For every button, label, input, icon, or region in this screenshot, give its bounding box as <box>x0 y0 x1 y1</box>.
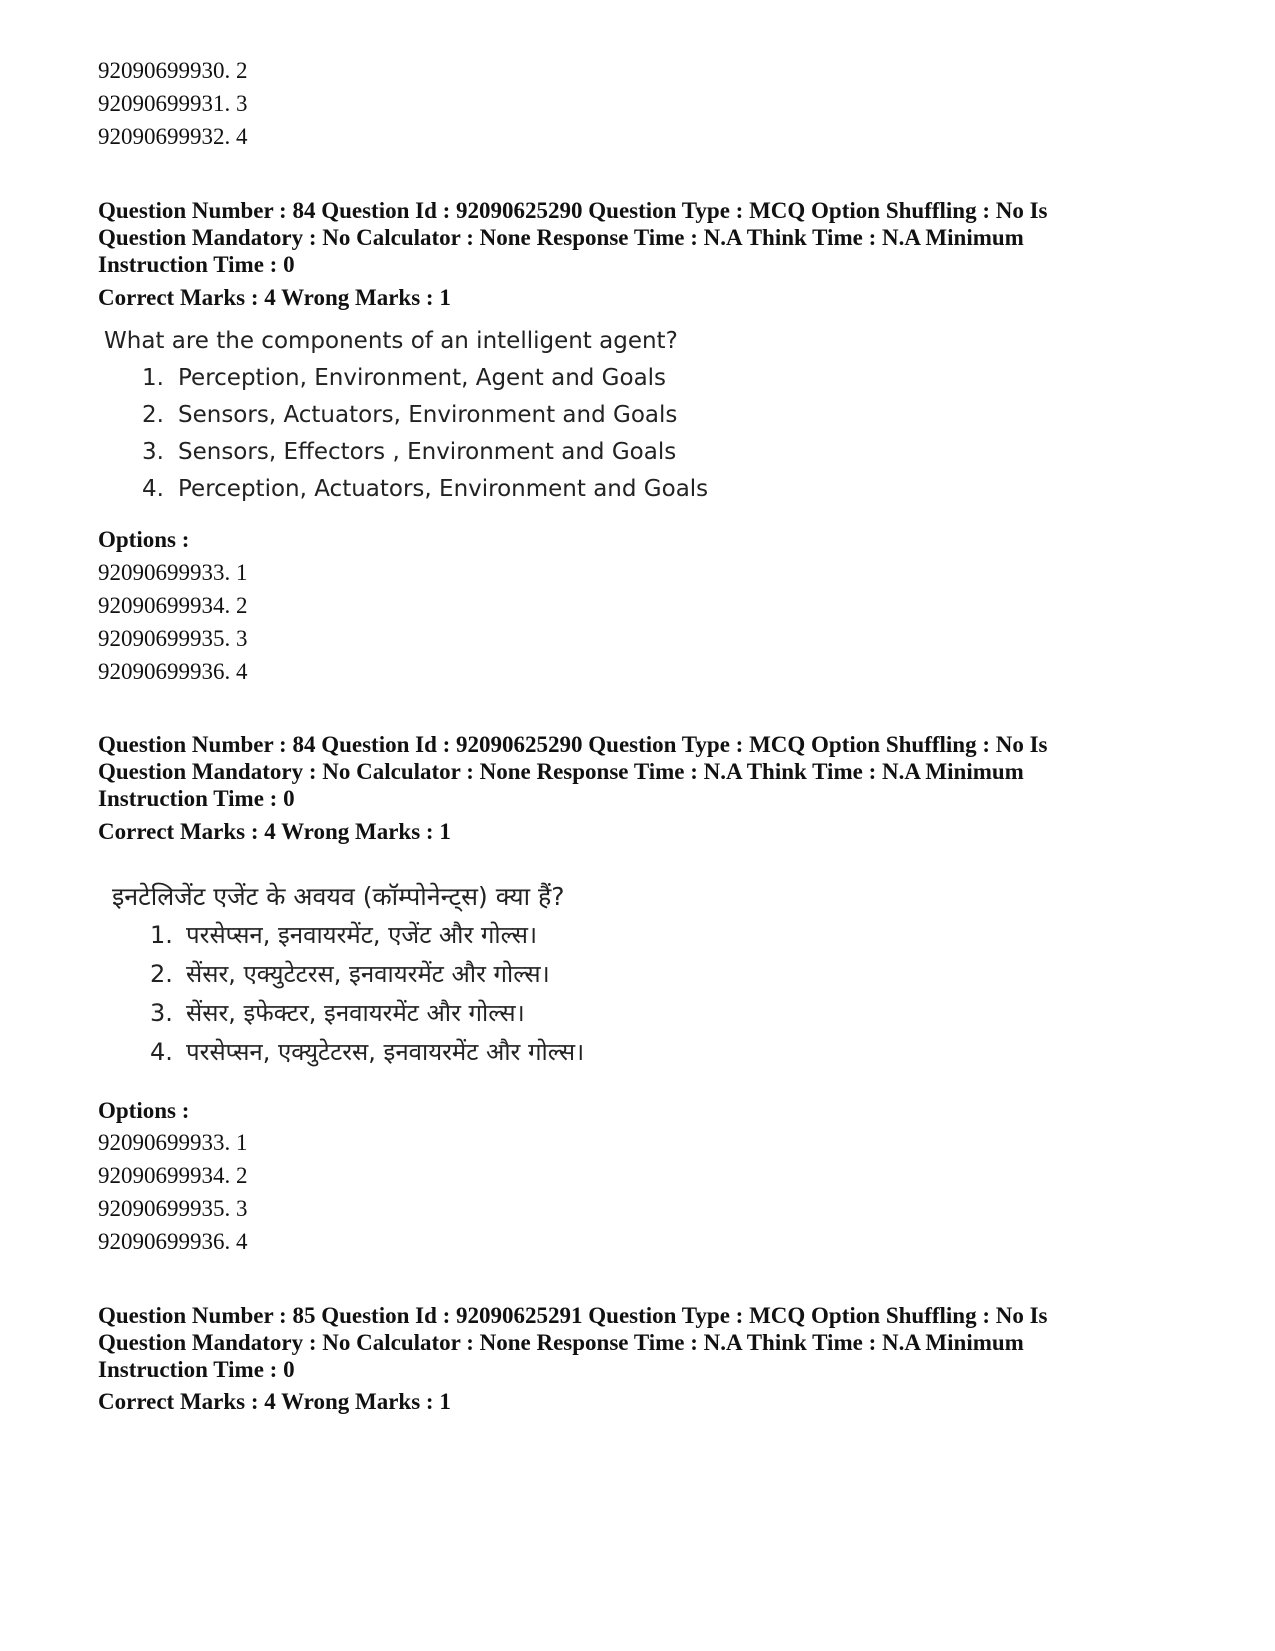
question-header-line: Instruction Time : 0 <box>98 786 295 811</box>
option-line: 92090699935. 3 <box>98 1196 248 1221</box>
option-line: 92090699931. 3 <box>98 91 248 116</box>
answer-choice: 1. परसेप्सन, इनवायरमेंट, एजेंट और गोल्स। <box>150 921 538 949</box>
options-label: Options : <box>98 1098 190 1123</box>
question-content-hi <box>112 880 584 1072</box>
answer-choice: 4. Perception, Actuators, Environment and Goals <box>142 476 709 502</box>
option-line: 92090699933. 1 <box>98 560 248 585</box>
answer-choice: 3. Sensors, Effectors , Environment and Goals <box>142 439 677 465</box>
question-header-line: Question Mandatory : No Calculator : None Response Time : N.A Think Time : N.A Minimum <box>98 225 1024 250</box>
question-header-line: Question Number : 84 Question Id : 92090625290 Question Type : MCQ Option Shuffling : No Is <box>98 198 1048 223</box>
answer-choice: 3. सेंसर, इफेक्टर, इनवायरमेंट और गोल्स। <box>150 999 525 1027</box>
option-line: 92090699932. 4 <box>98 124 248 149</box>
option-line: 92090699936. 4 <box>98 1229 248 1254</box>
answer-choice-list <box>150 916 584 1072</box>
question-header-line: Question Number : 85 Question Id : 92090625291 Question Type : MCQ Option Shuffling : No Is <box>98 1303 1048 1328</box>
question-content-en <box>104 326 708 508</box>
answer-choice-list <box>142 360 708 508</box>
question-stem: What are the components of an intelligent agent? <box>104 328 678 354</box>
question-header-line: Question Mandatory : No Calculator : None Response Time : N.A Think Time : N.A Minimum <box>98 759 1024 784</box>
question-header-line: Instruction Time : 0 <box>98 1357 295 1382</box>
answer-choice: 1. Perception, Environment, Agent and Goals <box>142 365 667 391</box>
question-header-line: Instruction Time : 0 <box>98 252 295 277</box>
option-line: 92090699936. 4 <box>98 659 248 684</box>
option-line: 92090699934. 2 <box>98 1163 248 1188</box>
options-label: Options : <box>98 527 190 552</box>
option-line: 92090699934. 2 <box>98 593 248 618</box>
question-header-line: Question Number : 84 Question Id : 92090625290 Question Type : MCQ Option Shuffling : No Is <box>98 732 1048 757</box>
question-header-line: Question Mandatory : No Calculator : None Response Time : N.A Think Time : N.A Minimum <box>98 1330 1024 1355</box>
option-line: 92090699933. 1 <box>98 1130 248 1155</box>
answer-choice: 2. सेंसर, एक्युटेटरस, इनवायरमेंट और गोल्स। <box>150 960 550 988</box>
marks-line: Correct Marks : 4 Wrong Marks : 1 <box>98 819 451 844</box>
answer-choice: 2. Sensors, Actuators, Environment and Goals <box>142 402 678 428</box>
question-stem: इनटेलिजेंट एजेंट के अवयव (कॉम्पोनेन्ट्स) क्या हैं? <box>112 882 565 911</box>
option-line: 92090699930. 2 <box>98 58 248 83</box>
marks-line: Correct Marks : 4 Wrong Marks : 1 <box>98 285 451 310</box>
answer-choice: 4. परसेप्सन, एक्युटेटरस, इनवायरमेंट और गोल्स। <box>150 1038 585 1066</box>
marks-line: Correct Marks : 4 Wrong Marks : 1 <box>98 1389 451 1414</box>
option-line: 92090699935. 3 <box>98 626 248 651</box>
